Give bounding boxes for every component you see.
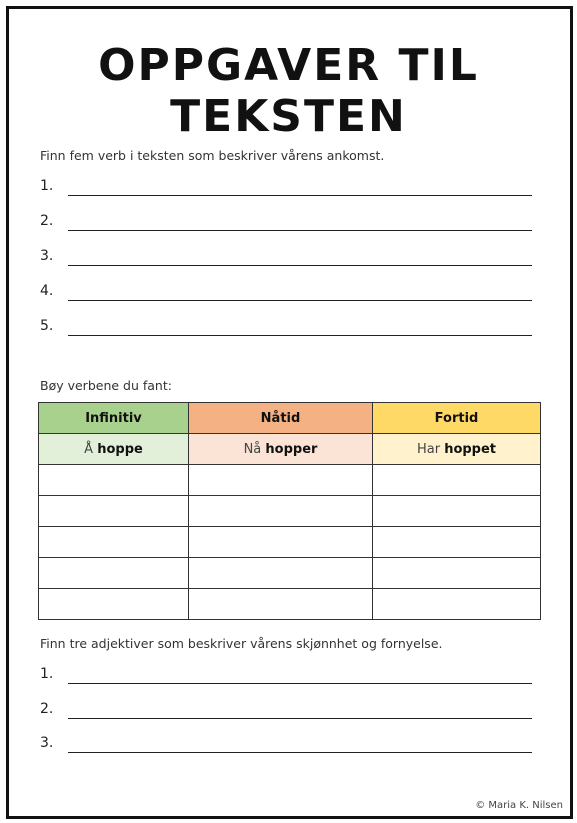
table-row [39, 527, 541, 558]
table-cell[interactable] [39, 496, 189, 527]
line-number: 2. [40, 213, 54, 229]
adjective-answer-line-2[interactable] [40, 701, 532, 723]
table-cell[interactable] [189, 558, 373, 589]
answer-underline [68, 718, 532, 719]
answer-underline [68, 683, 532, 684]
verb-instruction: Finn fem verb i teksten som beskriver vårens ankomst. [40, 148, 385, 163]
line-number: 4. [40, 283, 54, 299]
table-example-row [39, 434, 541, 465]
example-word: hoppe [97, 441, 143, 457]
adjective-answer-line-3[interactable] [40, 735, 532, 757]
line-number: 2. [40, 701, 54, 717]
conjugation-instruction: Bøy verbene du fant: [40, 378, 172, 393]
example-word: hopper [265, 441, 318, 457]
answer-underline [68, 300, 532, 301]
table-row [39, 496, 541, 527]
line-number: 1. [40, 666, 54, 682]
table-cell[interactable] [189, 527, 373, 558]
header-fortid: Fortid [373, 403, 541, 434]
adjective-instruction: Finn tre adjektiver som beskriver vårens skjønnhet og fornyelse. [40, 636, 443, 651]
verb-answer-line-3[interactable] [40, 248, 532, 270]
verb-answer-line-5[interactable] [40, 318, 532, 340]
table-row [39, 558, 541, 589]
answer-underline [68, 752, 532, 753]
header-infinitiv: Infinitiv [39, 403, 189, 434]
example-word: hoppet [444, 441, 497, 457]
verb-answer-line-2[interactable] [40, 213, 532, 235]
table-cell[interactable] [373, 589, 541, 620]
verb-answer-line-1[interactable] [40, 178, 532, 200]
answer-underline [68, 195, 532, 196]
header-natid: Nåtid [189, 403, 373, 434]
line-number: 3. [40, 735, 54, 751]
example-infinitiv [39, 434, 189, 465]
line-number: 3. [40, 248, 54, 264]
answer-underline [68, 230, 532, 231]
table-cell[interactable] [39, 527, 189, 558]
adjective-answer-line-1[interactable] [40, 666, 532, 688]
line-number: 5. [40, 318, 54, 334]
answer-underline [68, 335, 532, 336]
table-cell[interactable] [39, 558, 189, 589]
table-cell[interactable] [373, 527, 541, 558]
example-prefix: Å [84, 441, 94, 457]
verb-answer-line-4[interactable] [40, 283, 532, 305]
example-fortid [373, 434, 541, 465]
copyright-footer: © Maria K. Nilsen [475, 800, 563, 811]
table-cell[interactable] [373, 465, 541, 496]
table-cell[interactable] [189, 589, 373, 620]
table-cell[interactable] [189, 465, 373, 496]
table-cell[interactable] [373, 558, 541, 589]
table-cell[interactable] [39, 589, 189, 620]
table-cell[interactable] [189, 496, 373, 527]
example-prefix: Nå [243, 441, 262, 457]
example-prefix: Har [416, 441, 441, 457]
page-title: OPPGAVER TIL TEKSTEN [98, 40, 479, 142]
table-cell[interactable] [39, 465, 189, 496]
conjugation-table [38, 402, 541, 620]
table-header-row [39, 403, 541, 434]
example-natid [189, 434, 373, 465]
table-row [39, 465, 541, 496]
table-cell[interactable] [373, 496, 541, 527]
line-number: 1. [40, 178, 54, 194]
table-row [39, 589, 541, 620]
answer-underline [68, 265, 532, 266]
